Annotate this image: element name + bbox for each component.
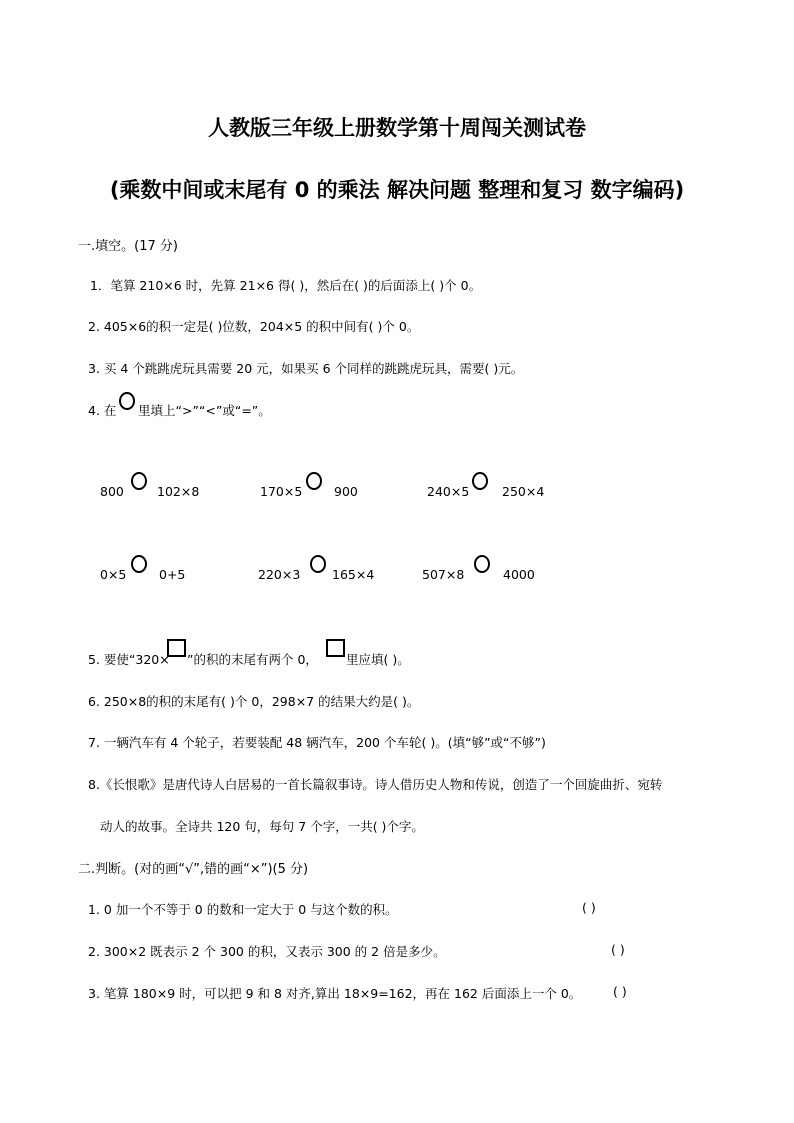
page-title: 人教版三年级上册数学第十周闯关测试卷 [208, 116, 586, 140]
judge-answer-3[interactable]: ( ) [613, 984, 627, 999]
question-7: 7. 一辆汽车有 4 个轮子，若要装配 48 辆汽车，200 个车轮( )。(填“够”或“不够”) [88, 735, 546, 750]
square-blank-icon [326, 639, 345, 657]
section-heading-true-false: 二.判断。(对的画“√”,错的画“×”)(5 分) [78, 862, 309, 877]
question-3: 3. 买 4 个跳跳虎玩具需要 20 元，如果买 6 个同样的跳跳虎玩具，需要( )元。 [88, 361, 524, 376]
question-8-line-2: 动人的故事。全诗共 120 句，每句 7 个字，一共( )个字。 [100, 819, 424, 834]
compare-left: 507×8 [422, 567, 465, 582]
compare-right: 165×4 [332, 567, 375, 582]
compare-left: 240×5 [427, 484, 470, 499]
compare-left: 170×5 [260, 484, 303, 499]
question-5-part-a: 5. 要使“320× [88, 652, 170, 667]
compare-right: 0+5 [159, 567, 186, 582]
compare-left: 220×3 [258, 567, 301, 582]
compare-circle-blank[interactable] [472, 472, 488, 490]
page-subtitle: (乘数中间或末尾有 0 的乘法 解决问题 整理和复习 数字编码) [109, 178, 685, 202]
question-6: 6. 250×8的积的末尾有( )个 0，298×7 的结果大约是( )。 [88, 694, 420, 709]
compare-left: 0×5 [100, 567, 127, 582]
question-2: 2. 405×6的积一定是( )位数，204×5 的积中间有( )个 0。 [88, 319, 420, 334]
question-1: 1．笔算 210×6 时，先算 21×6 得( )，然后在( )的后面添上( )个 0。 [90, 278, 482, 293]
question-5-part-b: ”的积的末尾有两个 0， [187, 652, 318, 667]
question-5-part-c: 里应填( )。 [346, 652, 410, 667]
judge-answer-1[interactable]: ( ) [582, 900, 596, 915]
compare-right: 250×4 [502, 484, 545, 499]
compare-circle-blank[interactable] [131, 555, 147, 573]
compare-circle-blank[interactable] [306, 472, 322, 490]
compare-right: 4000 [503, 567, 535, 582]
circle-blank-icon [119, 392, 135, 410]
section-heading-fill-in: 一.填空。(17 分) [78, 239, 178, 254]
judge-question-2: 2. 300×2 既表示 2 个 300 的积，又表示 300 的 2 倍是多少。 [88, 944, 446, 959]
question-8-line-1: 8.《长恨歌》是唐代诗人白居易的一首长篇叙事诗。诗人借历史人物和传说，创造了一个回旋曲折、宛转 [88, 777, 663, 792]
judge-answer-2[interactable]: ( ) [611, 942, 625, 957]
square-blank-icon[interactable] [167, 639, 186, 657]
compare-left: 800 [100, 484, 124, 499]
compare-circle-blank[interactable] [310, 555, 326, 573]
compare-right: 102×8 [157, 484, 200, 499]
compare-circle-blank[interactable] [131, 472, 147, 490]
question-4-prefix: 4. 在 [88, 403, 117, 418]
judge-question-3: 3. 笔算 180×9 时，可以把 9 和 8 对齐,算出 18×9=162，再在 162 后面添上一个 0。 [88, 986, 582, 1001]
question-4-suffix: 里填上“>”“<”或“=”。 [138, 403, 271, 418]
judge-question-1: 1. 0 加一个不等于 0 的数和一定大于 0 与这个数的积。 [88, 902, 398, 917]
compare-circle-blank[interactable] [474, 555, 490, 573]
compare-right: 900 [334, 484, 358, 499]
